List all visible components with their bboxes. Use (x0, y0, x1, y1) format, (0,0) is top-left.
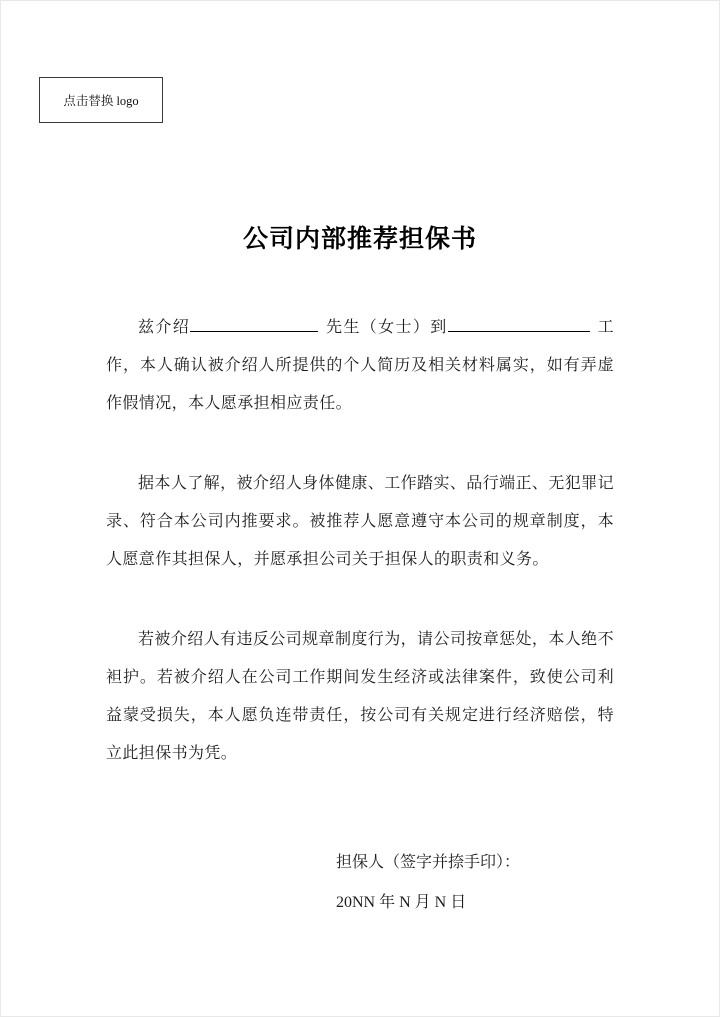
logo-placeholder-label: 点击替换 logo (63, 94, 139, 108)
paragraph-understanding: 据本人了解，被介绍人身体健康、工作踏实、品行端正、无犯罪记录、符合本公司内推要求。被推荐人愿意遵守本公司的规章制度，本人愿意作其担保人，并愿承担公司关于担保人的职责和义务。 (106, 475, 614, 568)
signature-block (336, 843, 614, 923)
p1-text-before-name: 兹介绍 (138, 319, 191, 336)
paragraph-introduction (106, 309, 614, 423)
document-body (106, 309, 614, 923)
logo-placeholder[interactable] (39, 77, 163, 123)
p1-text-after: 工作，本人确认被介绍人所提供的个人简历及相关材料属实，如有弄虚作假情况，本人愿承担相应责任。 (106, 319, 615, 412)
blank-field-referee-name[interactable] (190, 317, 318, 332)
paragraph-liability: 若被介绍人有违反公司规章制度行为，请公司按章惩处，本人绝不袒护。若被介绍人在公司工作期间发生经济或法律案件，致使公司利益蒙受损失，本人愿负连带责任，按公司有关规定进行经济赔偿，特立此担保书为凭。 (106, 631, 614, 762)
page-title: 公司内部推荐担保书 (242, 225, 477, 253)
blank-field-workplace[interactable] (448, 317, 590, 332)
date-line: 20NN 年 N 月 N 日 (336, 894, 467, 911)
p1-text-middle: 先生（女士）到 (325, 319, 448, 336)
guarantor-signature-line: 担保人（签字并捺手印）： (336, 854, 521, 871)
